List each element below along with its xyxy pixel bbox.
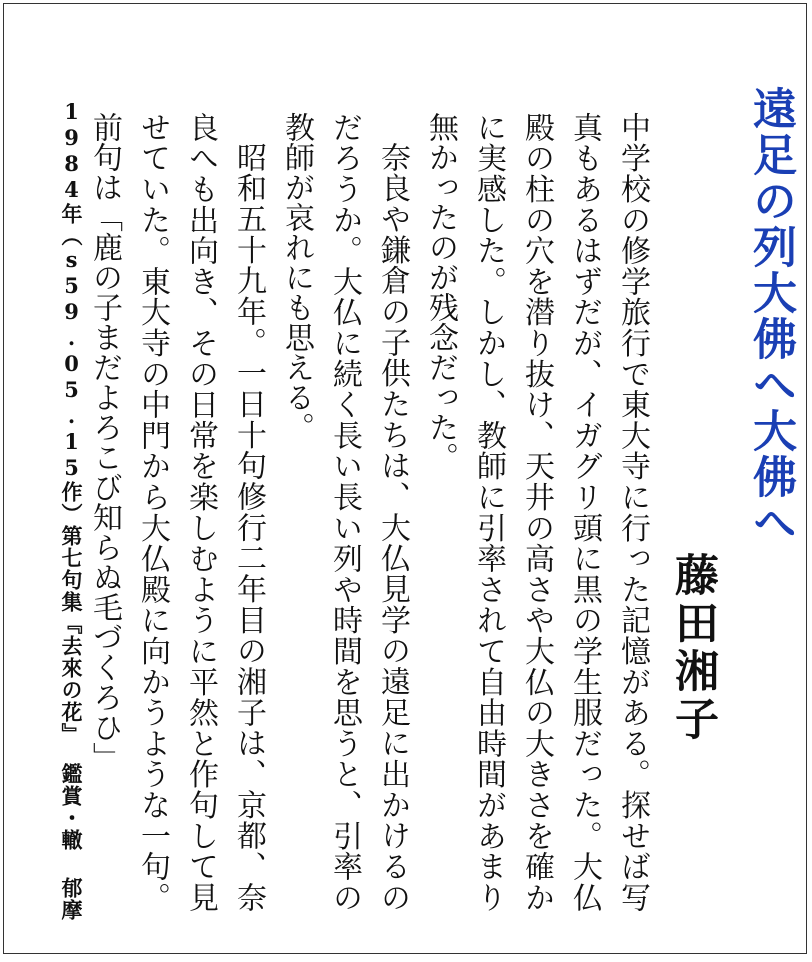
- essay-page: [3, 3, 807, 954]
- essay-paragraph-1: 中学校の修学旅行で東大寺に行った記憶がある。探せば写真もあるはずだが、イガグリ頭に黒の学生服だった。大仏殿の柱の穴を潜り抜け、天井の高さや大仏の大きさを確かに実感した。しかし、教師に引率されて自由時間があまり無かったのが残念だった。: [423, 112, 650, 912]
- essay-paragraph-2: 奈良や鎌倉の子供たちは、大仏見学の遠足に出かけるのだろうか。大仏に続く長い長い列や時間を思うと、引率の教師が哀れにも思える。: [279, 112, 410, 912]
- haiku-title: 遠足の列大佛へ大佛へ: [745, 86, 796, 546]
- essay-paragraph-3: 昭和五十九年。一日十句修行二年目の湘子は、京都、奈良へも出向き、その日常を楽しむように平然と作句して見せていた。東大寺の中門から大仏殿に向かうような一句。前句は「鹿の子まだよろこび知らぬ毛づくろひ」: [87, 112, 266, 912]
- credit-reviewer: 鑑賞・轍 郁摩: [59, 763, 84, 921]
- credit-source: 1984年（s59.05.15作）第七句集『去來の花』: [59, 99, 84, 745]
- essay-body: [80, 112, 656, 912]
- author-name: 藤田湘子: [667, 552, 718, 744]
- credit-line: [56, 99, 86, 921]
